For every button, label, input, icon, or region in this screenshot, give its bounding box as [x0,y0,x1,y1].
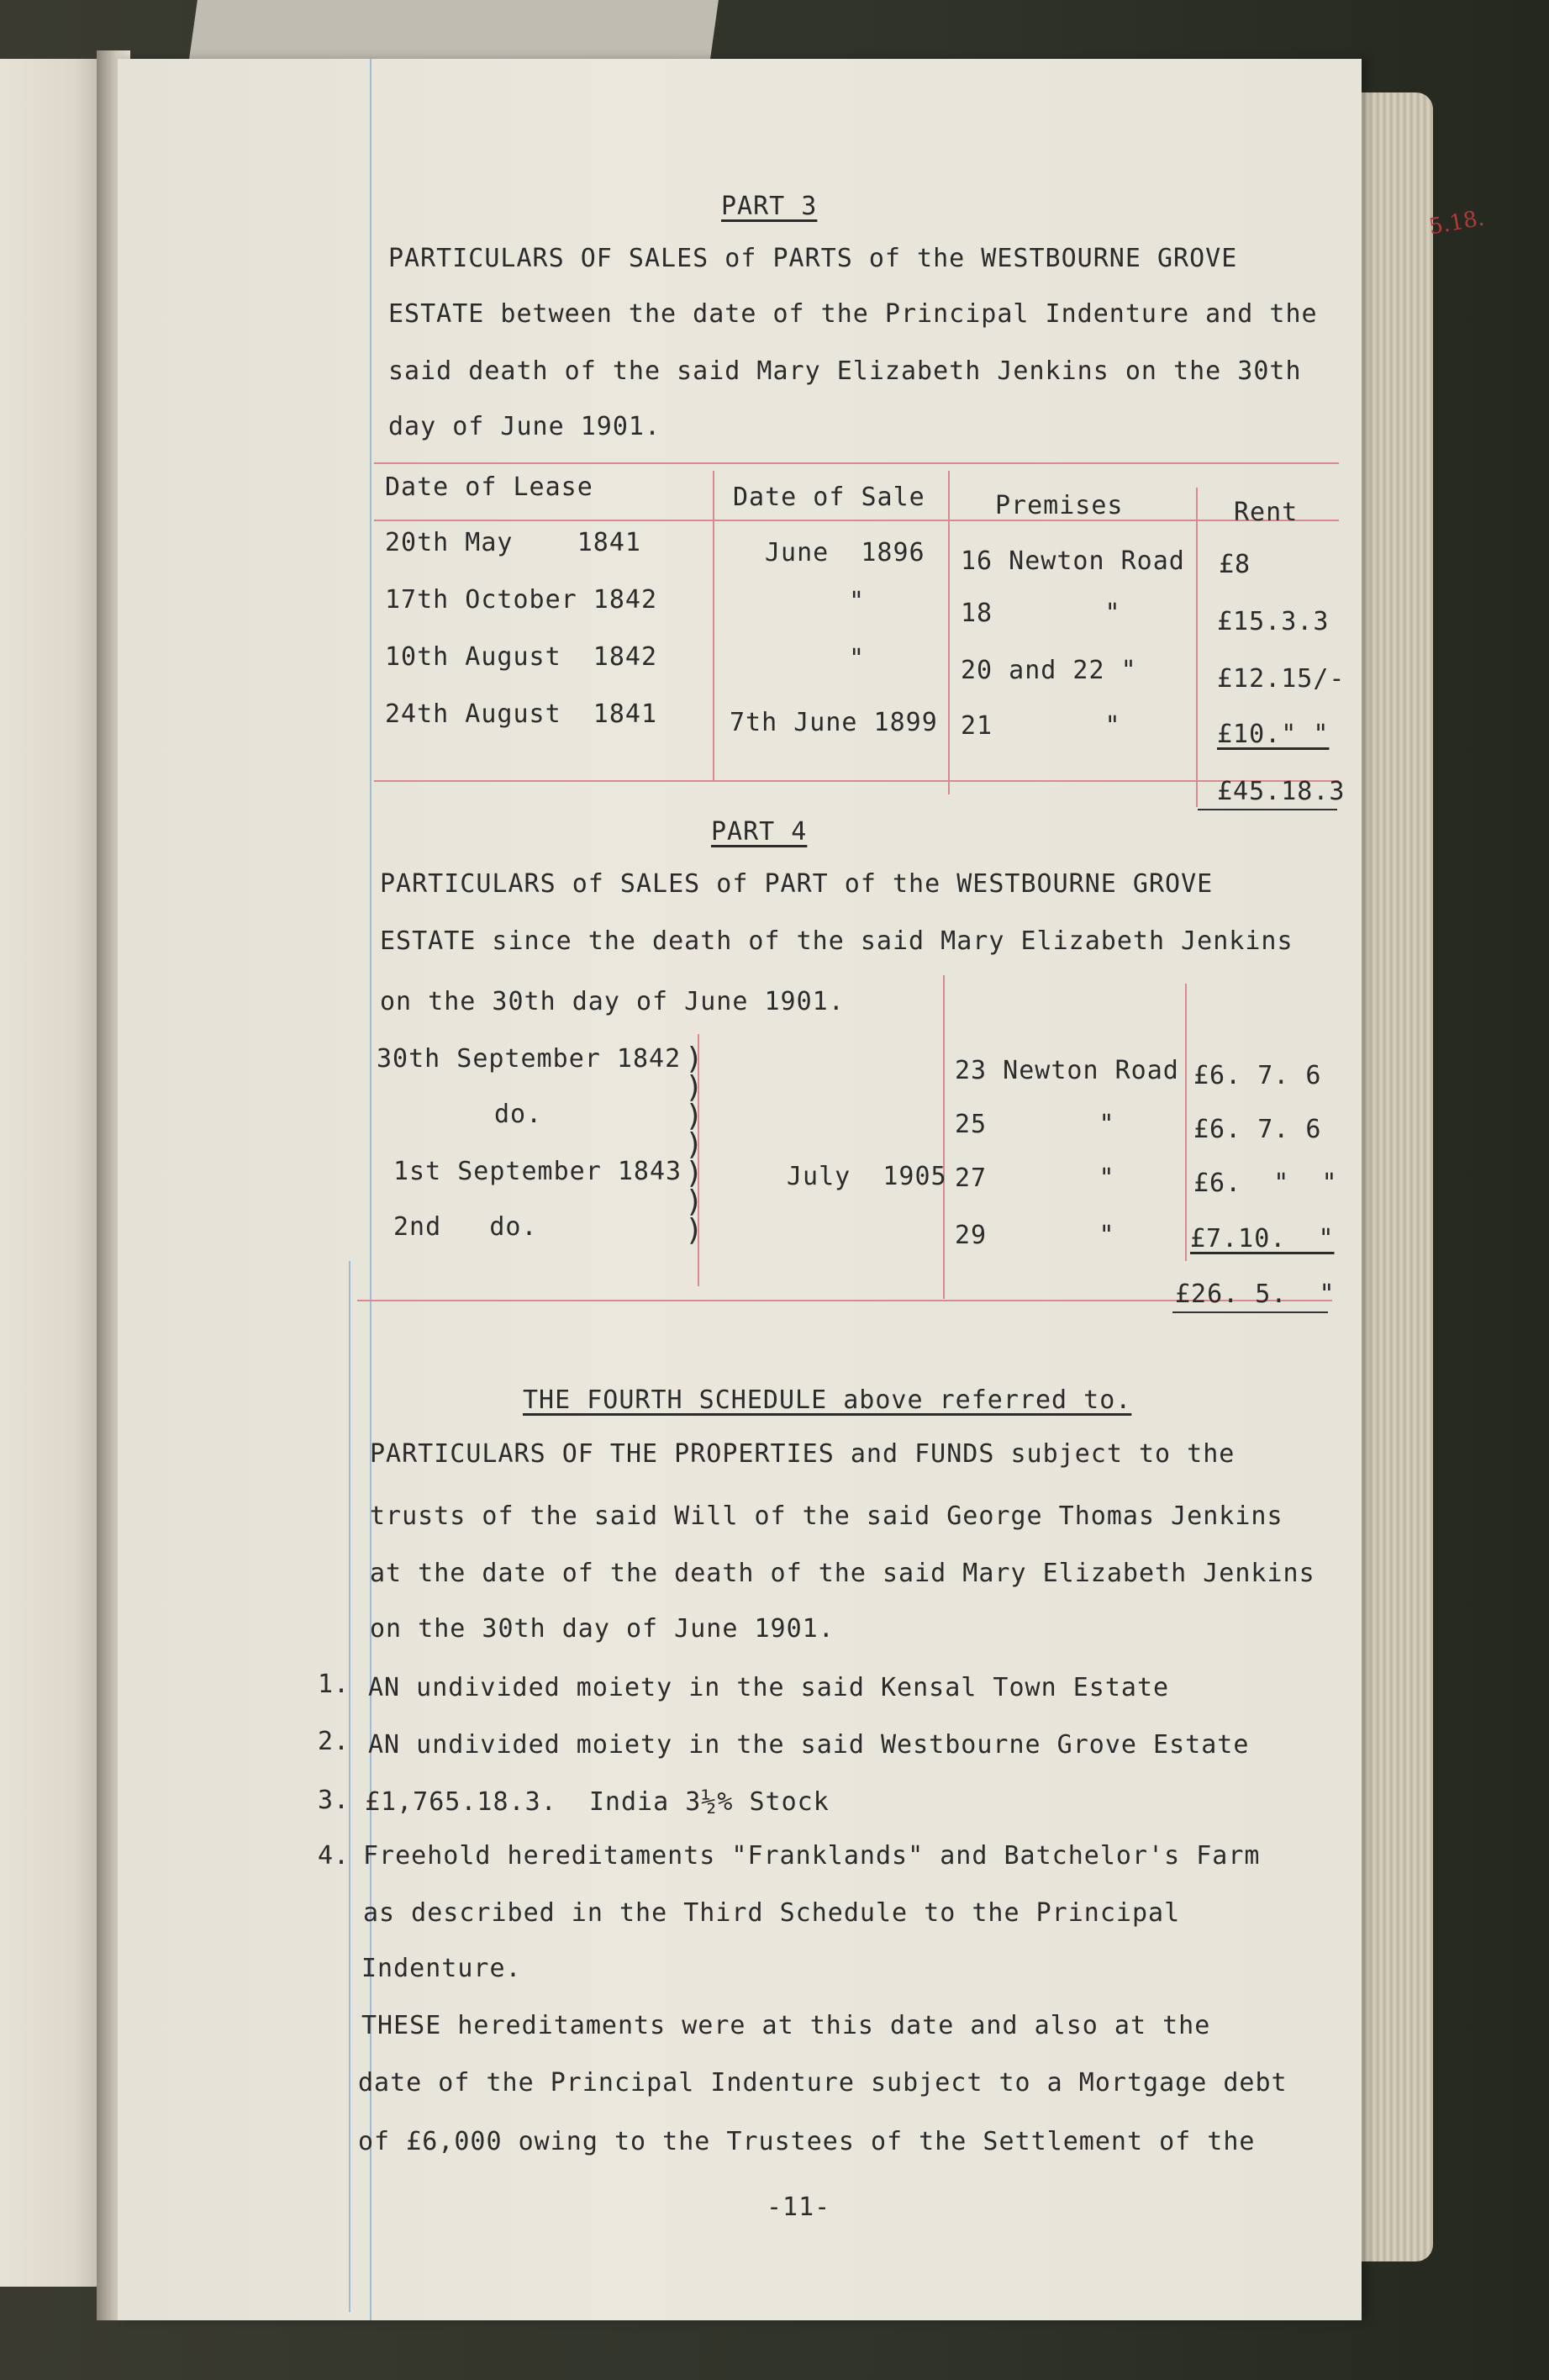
closing-line: of £6,000 owing to the Trustees of the Settlement of the [358,2127,1256,2156]
table-rule [374,462,1339,464]
column-rule [948,471,950,794]
schedule-intro-line: PARTICULARS OF THE PROPERTIES and FUNDS subject to the [370,1439,1236,1469]
premises-cell: 29 " [955,1221,1115,1250]
item-number: 1. [318,1670,350,1699]
schedule-item: Freehold hereditaments "Franklands" and Batchelor's Farm [363,1841,1261,1871]
premises-cell: 27 " [955,1164,1115,1193]
schedule-item: £1,765.18.3. India 3½% Stock [365,1787,830,1817]
total-double-rule [1198,809,1337,810]
margin-note: 5.18. [1426,205,1487,240]
brace-mark: ) [685,1070,703,1105]
column-rule [1185,984,1187,1261]
part3-intro-line: PARTICULARS OF SALES of PARTS of the WESTBOURNE GROVE [388,244,1238,273]
left-page [0,59,105,2287]
part4-intro-line: ESTATE since the death of the said Mary Elizabeth Jenkins [380,926,1293,956]
premises-cell: 23 Newton Road [955,1056,1179,1085]
page-edges [1353,92,1433,2261]
closing-line: THESE hereditaments were at this date and also at the [361,2011,1211,2040]
header-rent: Rent [1234,498,1299,527]
rent-cell: £6. 7. 6 [1193,1061,1322,1090]
rent-cell: £7.10. " [1190,1224,1335,1253]
closing-line: date of the Principal Indenture subject to a Mortgage debt [358,2068,1288,2098]
lease-date-cell: do. [494,1100,543,1129]
rent-cell: £6. " " [1193,1169,1338,1198]
column-rule [943,975,945,1299]
item-number: 2. [318,1727,350,1756]
part4-total: £26. 5. " [1175,1280,1336,1309]
premises-cell: 20 and 22 " [961,656,1137,685]
table-rule [374,520,1339,521]
column-rule [713,471,714,782]
sale-date-cell: " [849,644,866,673]
rent-cell: £15.3.3 [1217,607,1330,636]
lease-date-cell: 2nd do. [393,1212,538,1242]
schedule-item: AN undivided moiety in the said Westbourne Grove Estate [368,1730,1250,1760]
lease-date-cell: 17th October 1842 [385,585,658,615]
total-double-rule [1172,1311,1328,1313]
lease-date-cell: 10th August 1842 [385,642,658,672]
rent-cell: £12.15/- [1217,664,1346,694]
lease-date-cell: 24th August 1841 [385,699,658,729]
brace-mark: ) [685,1042,703,1076]
table-rule [374,780,1339,782]
part4-sale-date: July 1905 [787,1162,947,1191]
brace-mark: ) [685,1127,703,1162]
rent-cell: £6. 7. 6 [1193,1115,1322,1144]
premises-cell: 16 Newton Road [961,546,1185,576]
part4-intro-line: on the 30th day of June 1901. [380,987,845,1016]
schedule-item: AN undivided moiety in the said Kensal Town Estate [368,1673,1170,1702]
brace-mark: ) [685,1213,703,1248]
schedule-intro-line: on the 30th day of June 1901. [370,1614,835,1644]
sale-date-cell: June 1896 [765,538,925,567]
header-date-of-lease: Date of Lease [385,472,593,502]
schedule-item-continued: Indenture. [361,1954,522,1983]
schedule-intro-line: at the date of the death of the said Mary Elizabeth Jenkins [370,1559,1315,1588]
brace-mark: ) [685,1185,703,1219]
rent-cell: £10." " [1217,720,1330,749]
sale-date-cell: " [849,587,866,616]
item-number: 4. [318,1841,350,1871]
lease-date-cell: 20th May 1841 [385,528,641,557]
document-page [118,59,1362,2320]
part4-heading: PART 4 [711,817,808,847]
brace-mark: ) [685,1099,703,1133]
part4-intro-line: PARTICULARS of SALES of PART of the WESTBOURNE GROVE [380,869,1214,899]
sale-date-cell: 7th June 1899 [730,708,938,737]
page-number: -11- [767,2193,831,2222]
column-rule [1196,488,1198,807]
lease-date-cell: 30th September 1842 [377,1044,682,1074]
item-number: 3. [318,1786,350,1815]
part3-intro-line: day of June 1901. [388,412,661,441]
rent-cell: £8 [1219,550,1251,579]
brace-mark: ) [685,1156,703,1190]
header-date-of-sale: Date of Sale [733,483,925,512]
schedule-intro-line: trusts of the said Will of the said George Thomas Jenkins [370,1501,1283,1531]
header-premises: Premises [995,491,1124,520]
schedule-heading: THE FOURTH SCHEDULE above referred to. [523,1385,1132,1415]
part3-intro-line: ESTATE between the date of the Principal Indenture and the [388,299,1318,329]
part3-total: £45.18.3 [1217,777,1346,806]
premises-cell: 25 " [955,1110,1115,1139]
part3-intro-line: said death of the said Mary Elizabeth Jenkins on the 30th [388,356,1302,386]
paper-scrap [189,0,719,59]
premises-cell: 21 " [961,711,1121,741]
premises-cell: 18 " [961,599,1121,628]
schedule-item-continued: as described in the Third Schedule to the Principal [363,1898,1181,1928]
part3-heading: PART 3 [721,192,818,221]
lease-date-cell: 1st September 1843 [393,1157,682,1186]
